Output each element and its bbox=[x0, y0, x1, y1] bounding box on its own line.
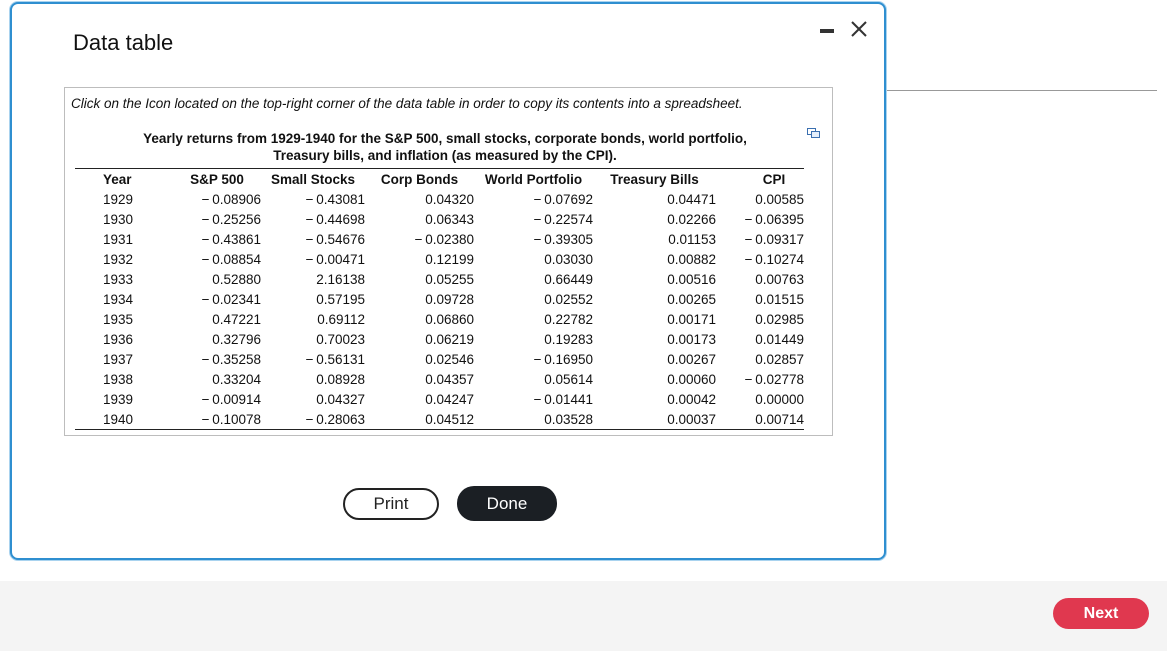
table-row bbox=[75, 269, 804, 289]
value-cell: 0.01449 bbox=[755, 331, 804, 347]
value-cell: − 0.35258 bbox=[201, 351, 261, 367]
column-header: Small Stocks bbox=[270, 171, 356, 187]
returns-table bbox=[75, 168, 804, 430]
value-cell: − 0.02380 bbox=[414, 231, 474, 247]
column-header: Corp Bonds bbox=[380, 171, 459, 187]
value-cell: − 0.02778 bbox=[744, 371, 804, 387]
year-cell: 1935 bbox=[103, 311, 134, 327]
value-cell: 0.00516 bbox=[667, 271, 716, 287]
value-cell: 0.04512 bbox=[425, 411, 474, 427]
value-cell: − 0.43081 bbox=[305, 191, 365, 207]
value-cell: 0.22782 bbox=[544, 311, 593, 327]
year-cell: 1933 bbox=[103, 271, 134, 287]
value-cell: 0.52880 bbox=[212, 271, 261, 287]
value-cell: 0.00173 bbox=[667, 331, 716, 347]
value-cell: 0.04320 bbox=[425, 191, 474, 207]
value-cell: − 0.02341 bbox=[201, 291, 261, 307]
value-cell: 0.00000 bbox=[755, 391, 804, 407]
table-row bbox=[75, 329, 804, 349]
value-cell: 0.66449 bbox=[544, 271, 593, 287]
table-row bbox=[75, 249, 804, 269]
value-cell: 0.57195 bbox=[316, 291, 365, 307]
data-table-wrapper bbox=[75, 168, 804, 430]
value-cell: − 0.06395 bbox=[744, 211, 804, 227]
value-cell: − 0.00471 bbox=[305, 251, 365, 267]
value-cell: 0.02266 bbox=[667, 211, 716, 227]
value-cell: 0.04247 bbox=[425, 391, 474, 407]
value-cell: − 0.43861 bbox=[201, 231, 261, 247]
year-cell: 1936 bbox=[103, 331, 134, 347]
value-cell: 0.32796 bbox=[212, 331, 261, 347]
value-cell: 2.16138 bbox=[316, 271, 365, 287]
value-cell: − 0.39305 bbox=[533, 231, 593, 247]
value-cell: 0.04471 bbox=[667, 191, 716, 207]
value-cell: 0.01153 bbox=[668, 231, 716, 247]
value-cell: 0.47221 bbox=[212, 311, 261, 327]
value-cell: − 0.54676 bbox=[305, 231, 365, 247]
column-header: S&P 500 bbox=[190, 171, 244, 187]
value-cell: − 0.01441 bbox=[533, 391, 593, 407]
table-row bbox=[75, 309, 804, 329]
value-cell: 0.01515 bbox=[755, 291, 804, 307]
value-cell: − 0.22574 bbox=[533, 211, 593, 227]
value-cell: 0.02546 bbox=[425, 351, 474, 367]
value-cell: − 0.00914 bbox=[201, 391, 261, 407]
value-cell: 0.05614 bbox=[544, 371, 593, 387]
value-cell: 0.00714 bbox=[755, 411, 804, 427]
value-cell: 0.06343 bbox=[425, 211, 474, 227]
table-row bbox=[75, 369, 804, 389]
value-cell: − 0.10274 bbox=[744, 251, 804, 267]
value-cell: 0.08928 bbox=[316, 371, 365, 387]
table-row bbox=[75, 289, 804, 309]
value-cell: − 0.28063 bbox=[305, 411, 365, 427]
value-cell: − 0.56131 bbox=[305, 351, 365, 367]
dialog-title: Data table bbox=[73, 30, 174, 55]
year-cell: 1930 bbox=[103, 211, 134, 227]
value-cell: − 0.09317 bbox=[744, 231, 804, 247]
print-button[interactable]: Print bbox=[343, 488, 439, 520]
year-cell: 1931 bbox=[103, 231, 134, 247]
value-cell: − 0.44698 bbox=[305, 211, 365, 227]
minimize-icon[interactable] bbox=[820, 29, 834, 33]
value-cell: 0.06219 bbox=[425, 331, 474, 347]
value-cell: 0.00265 bbox=[667, 291, 716, 307]
year-cell: 1939 bbox=[103, 391, 134, 407]
table-caption bbox=[75, 130, 815, 164]
data-table-dialog bbox=[10, 2, 886, 560]
value-cell: 0.12199 bbox=[425, 251, 474, 267]
value-cell: 0.19283 bbox=[544, 331, 593, 347]
table-row bbox=[75, 229, 804, 249]
value-cell: 0.02985 bbox=[755, 311, 804, 327]
table-header-row bbox=[75, 169, 804, 190]
column-header: Year bbox=[103, 171, 132, 187]
value-cell: 0.70023 bbox=[316, 331, 365, 347]
value-cell: 0.69112 bbox=[317, 311, 365, 327]
bottom-bar bbox=[0, 581, 1167, 651]
table-row bbox=[75, 209, 804, 229]
value-cell: 0.02552 bbox=[544, 291, 593, 307]
year-cell: 1937 bbox=[103, 351, 134, 367]
year-cell: 1938 bbox=[103, 371, 134, 387]
table-row bbox=[75, 349, 804, 369]
column-header: Treasury Bills bbox=[610, 171, 699, 187]
year-cell: 1934 bbox=[103, 291, 134, 307]
table-row bbox=[75, 189, 804, 209]
data-table-panel bbox=[64, 87, 833, 436]
caption-line-1: Yearly returns from 1929-1940 for the S&P 500, small stocks, corporate bonds, world portfolio, bbox=[143, 131, 747, 146]
value-cell: 0.00060 bbox=[667, 371, 716, 387]
value-cell: − 0.16950 bbox=[533, 351, 593, 367]
year-cell: 1932 bbox=[103, 251, 134, 267]
value-cell: 0.00037 bbox=[667, 411, 716, 427]
instruction-text: Click on the Icon located on the top-right corner of the data table in order to copy its contents into a spreadsheet. bbox=[71, 96, 743, 111]
value-cell: − 0.07692 bbox=[533, 191, 593, 207]
value-cell: 0.00585 bbox=[755, 191, 804, 207]
value-cell: 0.00763 bbox=[755, 271, 804, 287]
value-cell: 0.33204 bbox=[212, 371, 261, 387]
value-cell: 0.00267 bbox=[667, 351, 716, 367]
table-row bbox=[75, 389, 804, 409]
column-header: World Portfolio bbox=[484, 171, 583, 187]
value-cell: 0.04357 bbox=[425, 371, 474, 387]
value-cell: 0.06860 bbox=[425, 311, 474, 327]
close-icon[interactable] bbox=[848, 18, 870, 40]
year-cell: 1929 bbox=[103, 191, 134, 207]
value-cell: 0.00171 bbox=[667, 311, 716, 327]
value-cell: 0.09728 bbox=[425, 291, 474, 307]
value-cell: − 0.08906 bbox=[201, 191, 261, 207]
value-cell: − 0.08854 bbox=[201, 251, 261, 267]
value-cell: 0.05255 bbox=[425, 271, 474, 287]
value-cell: 0.00882 bbox=[667, 251, 716, 267]
next-button[interactable]: Next bbox=[1053, 598, 1149, 629]
background-divider bbox=[886, 90, 1157, 91]
caption-line-2: Treasury bills, and inflation (as measured by the CPI). bbox=[273, 148, 617, 163]
value-cell: 0.00042 bbox=[667, 391, 716, 407]
value-cell: 0.03528 bbox=[544, 411, 593, 427]
value-cell: − 0.10078 bbox=[201, 411, 261, 427]
year-cell: 1940 bbox=[103, 411, 134, 427]
column-header: CPI bbox=[762, 171, 786, 187]
table-row bbox=[75, 409, 804, 430]
value-cell: 0.04327 bbox=[316, 391, 365, 407]
value-cell: 0.02857 bbox=[755, 351, 804, 367]
done-button[interactable]: Done bbox=[457, 486, 557, 521]
value-cell: − 0.25256 bbox=[201, 211, 261, 227]
value-cell: 0.03030 bbox=[544, 251, 593, 267]
